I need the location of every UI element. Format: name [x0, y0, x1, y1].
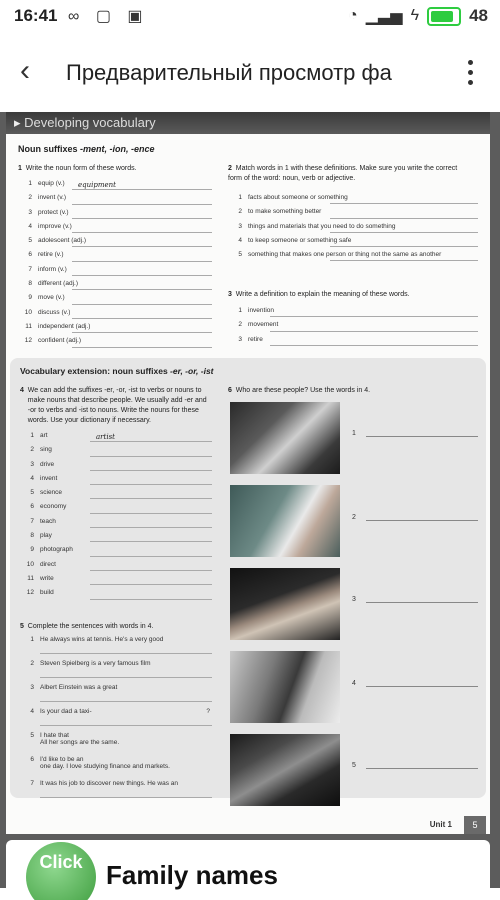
click-logo: Click	[26, 842, 96, 900]
item-number: 5	[238, 251, 242, 259]
item-number: 1	[238, 307, 242, 314]
exercise-4-prompt: 4 We can add the suffixes -er, -or, -ist to verbs or nouns to make nouns that describe people. We usually add -er and -or to verbs and -ist to nouns. Write the nouns for these words. Use your dictionary if necessary.	[20, 387, 207, 424]
list-item	[230, 208, 482, 222]
answer-line	[366, 768, 478, 769]
item-text: photograph	[40, 546, 73, 554]
list-item	[22, 589, 218, 603]
handwritten-answer: equipment	[78, 181, 116, 189]
next-page-title: Family names	[106, 860, 278, 890]
answer-line	[40, 677, 212, 678]
answer-line	[40, 797, 212, 798]
item-text: inform (v.)	[38, 265, 67, 273]
exercise-5-prompt: 5 Complete the sentences with words in 4.	[20, 623, 154, 630]
list-item	[22, 532, 218, 546]
item-number: 8	[30, 532, 34, 540]
answer-line	[72, 232, 212, 233]
item-number: 12	[24, 337, 32, 345]
item-text: movement	[248, 321, 279, 329]
answer-line	[366, 520, 478, 521]
status-bar	[0, 0, 500, 34]
item-text: invent	[40, 474, 58, 482]
answer-line	[40, 725, 212, 726]
extension-title: Vocabulary extension: noun suffixes -er, -or, -ist	[20, 366, 214, 376]
answer-line	[90, 513, 212, 514]
item-text: art	[40, 432, 48, 439]
list-item	[22, 475, 218, 489]
item-text: I hate that	[40, 732, 69, 739]
list-item	[20, 280, 220, 294]
item-number: 5	[28, 237, 32, 245]
item-text: Is your dad a taxi-	[40, 708, 92, 715]
item-number: 1	[30, 432, 34, 439]
back-arrow-icon[interactable]: ‹	[20, 54, 30, 87]
section-title: Noun suffixes -ment, -ion, -ence	[18, 144, 155, 154]
photo-person-1	[230, 402, 340, 474]
item-number: 6	[30, 503, 34, 511]
item-text: I'd like to be an	[40, 756, 84, 763]
answer-line	[72, 189, 212, 190]
item-text: something that makes one person or thing not the same as another	[248, 251, 442, 259]
list-item	[22, 518, 218, 532]
answer-number: 4	[352, 680, 356, 687]
photo-person-5	[230, 734, 340, 806]
answer-line	[90, 599, 212, 600]
list-item	[20, 323, 220, 337]
item-number: 7	[28, 265, 32, 273]
item-number: 2	[30, 446, 34, 454]
answer-line	[72, 204, 212, 205]
exercise-1-list	[20, 180, 220, 352]
item-number: 11	[27, 574, 34, 582]
item-text: one day. I love studying finance and markets.	[40, 763, 170, 770]
exercise-6-prompt: 6 Who are these people? Use the words in 4.	[228, 387, 371, 394]
item-text: different (adj.)	[38, 280, 78, 288]
item-number: 4	[30, 708, 34, 715]
charging-icon: ϟ	[410, 7, 420, 24]
item-text: invent (v.)	[38, 194, 67, 202]
list-item	[22, 732, 218, 756]
item-number: 3	[238, 335, 242, 343]
battery-icon	[427, 7, 461, 26]
item-text: move (v.)	[38, 294, 65, 302]
exercise-3-prompt: 3 Write a definition to explain the meaning of these words.	[228, 291, 410, 298]
item-text: to make something better	[248, 208, 322, 216]
answer-line	[330, 232, 478, 233]
list-item	[20, 194, 220, 208]
item-text: science	[40, 489, 63, 497]
list-item	[22, 780, 218, 804]
answer-line	[90, 556, 212, 557]
item-text: invention	[248, 307, 275, 314]
answer-line	[72, 304, 212, 305]
item-text: drive	[40, 460, 55, 468]
list-item	[230, 321, 482, 335]
list-item	[20, 237, 220, 251]
answer-line	[72, 318, 212, 319]
item-number: 4	[238, 236, 242, 244]
item-number: 12	[26, 589, 34, 597]
question-mark: ?	[206, 708, 210, 715]
item-text: to keep someone or something safe	[248, 236, 352, 244]
item-text: economy	[40, 503, 67, 511]
answer-line	[90, 527, 212, 528]
item-text: He always wins at tennis. He's a very good	[40, 636, 164, 643]
answer-line	[72, 347, 212, 348]
item-number: 1	[28, 180, 32, 187]
item-number: 10	[26, 560, 34, 568]
answer-number: 2	[352, 514, 356, 521]
item-number: 1	[30, 636, 34, 643]
answer-number: 1	[352, 430, 356, 437]
item-text: direct	[40, 560, 56, 568]
answer-line	[40, 701, 212, 702]
item-text: independent (adj.)	[38, 322, 91, 330]
wifi-icon: ◔	[348, 7, 358, 24]
list-item	[22, 660, 218, 684]
item-number: 3	[238, 222, 242, 230]
item-number: 3	[30, 460, 34, 468]
answer-line	[90, 484, 212, 485]
section-banner: ▸ Developing vocabulary	[6, 112, 490, 134]
status-right	[348, 6, 488, 26]
item-number: 3	[28, 208, 32, 216]
list-item	[22, 446, 218, 460]
exercise-5-list	[22, 636, 218, 804]
list-item	[20, 209, 220, 223]
answer-line	[330, 203, 478, 204]
item-number: 7	[30, 780, 34, 787]
item-text: sing	[40, 446, 52, 454]
item-text: write	[40, 574, 54, 582]
document-viewer[interactable]	[0, 112, 500, 888]
item-text: facts about someone or something	[248, 194, 348, 201]
item-text: confident (adj.)	[38, 337, 81, 345]
photo-person-2	[230, 485, 340, 557]
list-item	[230, 223, 482, 237]
answer-number: 5	[352, 762, 356, 769]
item-text: adolescent (adj.)	[38, 237, 87, 245]
item-text: retire (v.)	[38, 251, 64, 259]
answer-line	[72, 218, 212, 219]
photo-person-3	[230, 568, 340, 640]
answer-line	[90, 498, 212, 499]
battery-percent: 48	[469, 6, 488, 25]
next-page-preview	[6, 840, 490, 900]
answer-line	[90, 541, 212, 542]
item-text: Albert Einstein was a great	[40, 684, 118, 691]
page-number: 5	[464, 816, 486, 834]
item-text: teach	[40, 517, 56, 525]
answer-line	[72, 275, 212, 276]
item-text: equip (v.)	[38, 180, 65, 187]
item-text: improve (v.)	[38, 222, 72, 230]
list-item	[20, 309, 220, 323]
list-item	[20, 337, 220, 351]
answer-line	[40, 653, 212, 654]
more-options-icon[interactable]	[468, 60, 474, 90]
answer-line	[330, 218, 478, 219]
photo-person-4	[230, 651, 340, 723]
app-bar	[0, 34, 500, 112]
document-page	[6, 112, 490, 834]
list-item	[230, 237, 482, 251]
item-text: things and materials that you need to do something	[248, 222, 396, 230]
list-item	[22, 489, 218, 503]
notification-icons: ∞ ▢ ▣	[68, 8, 149, 25]
item-number: 1	[238, 194, 242, 201]
item-number: 3	[30, 684, 34, 691]
answer-line	[330, 246, 478, 247]
item-number: 9	[30, 546, 34, 554]
item-text: discuss (v.)	[38, 308, 71, 316]
item-number: 2	[30, 660, 34, 667]
exercise-2-prompt: 2 Match words in 1 with these definitions. Make sure you write the correct form of the word: noun, verb or adjective.	[228, 165, 458, 182]
exercise-3-list	[230, 307, 482, 350]
item-number: 2	[28, 194, 32, 202]
item-number: 5	[30, 732, 34, 739]
answer-line	[270, 345, 478, 346]
list-item	[20, 294, 220, 308]
list-item	[230, 336, 482, 350]
item-number: 8	[28, 280, 32, 288]
item-number: 9	[28, 294, 32, 302]
list-item	[20, 251, 220, 265]
answer-line	[72, 289, 212, 290]
answer-line	[90, 570, 212, 571]
list-item	[230, 251, 482, 265]
list-item	[22, 546, 218, 560]
list-item	[22, 575, 218, 589]
list-item	[20, 223, 220, 237]
answer-line	[72, 332, 212, 333]
list-item	[22, 708, 218, 732]
item-number: 5	[30, 489, 34, 497]
answer-line	[366, 686, 478, 687]
item-number: 2	[238, 208, 242, 216]
answer-line	[90, 456, 212, 457]
answer-line	[90, 470, 212, 471]
page-footer	[6, 816, 490, 834]
list-item	[22, 636, 218, 660]
answer-line	[72, 246, 212, 247]
app-title: Предварительный просмотр фа	[66, 60, 392, 85]
list-item	[20, 180, 220, 194]
list-item	[22, 561, 218, 575]
item-number: 10	[24, 308, 32, 316]
answer-line	[270, 331, 478, 332]
exercise-1-prompt: 1 Write the noun form of these words.	[18, 165, 137, 172]
item-text: play	[40, 532, 52, 540]
item-number: 11	[25, 322, 32, 330]
answer-line	[330, 260, 478, 261]
item-text: It was his job to discover new things. He was an	[40, 780, 179, 787]
answer-line	[270, 316, 478, 317]
answer-line	[72, 261, 212, 262]
item-text: Steven Spielberg is a very famous film	[40, 660, 151, 667]
answer-line	[90, 584, 212, 585]
list-item	[230, 307, 482, 321]
list-item	[22, 503, 218, 517]
answer-number: 3	[352, 596, 356, 603]
answer-line	[366, 602, 478, 603]
clock: 16:41	[14, 6, 58, 25]
item-number: 6	[30, 756, 34, 763]
item-text: build	[40, 589, 54, 597]
item-text: protect (v.)	[38, 208, 69, 216]
list-item	[20, 266, 220, 280]
answer-line	[366, 436, 478, 437]
exercise-2-list	[230, 194, 482, 265]
list-item	[22, 684, 218, 708]
unit-label: Unit 1	[429, 820, 452, 829]
item-number: 2	[238, 321, 242, 329]
list-item	[230, 194, 482, 208]
list-item	[22, 756, 218, 780]
signal-icon: ▁▃▅	[365, 8, 403, 25]
exercise-4-list	[22, 432, 218, 604]
item-text: All her songs are the same.	[40, 739, 120, 746]
answer-line	[90, 441, 212, 442]
item-text: retire	[248, 335, 263, 343]
item-number: 4	[30, 474, 34, 482]
handwritten-answer: artist	[96, 433, 115, 441]
item-number: 7	[30, 517, 34, 525]
item-number: 6	[28, 251, 32, 259]
list-item	[22, 461, 218, 475]
list-item	[22, 432, 218, 446]
item-number: 4	[28, 222, 32, 230]
